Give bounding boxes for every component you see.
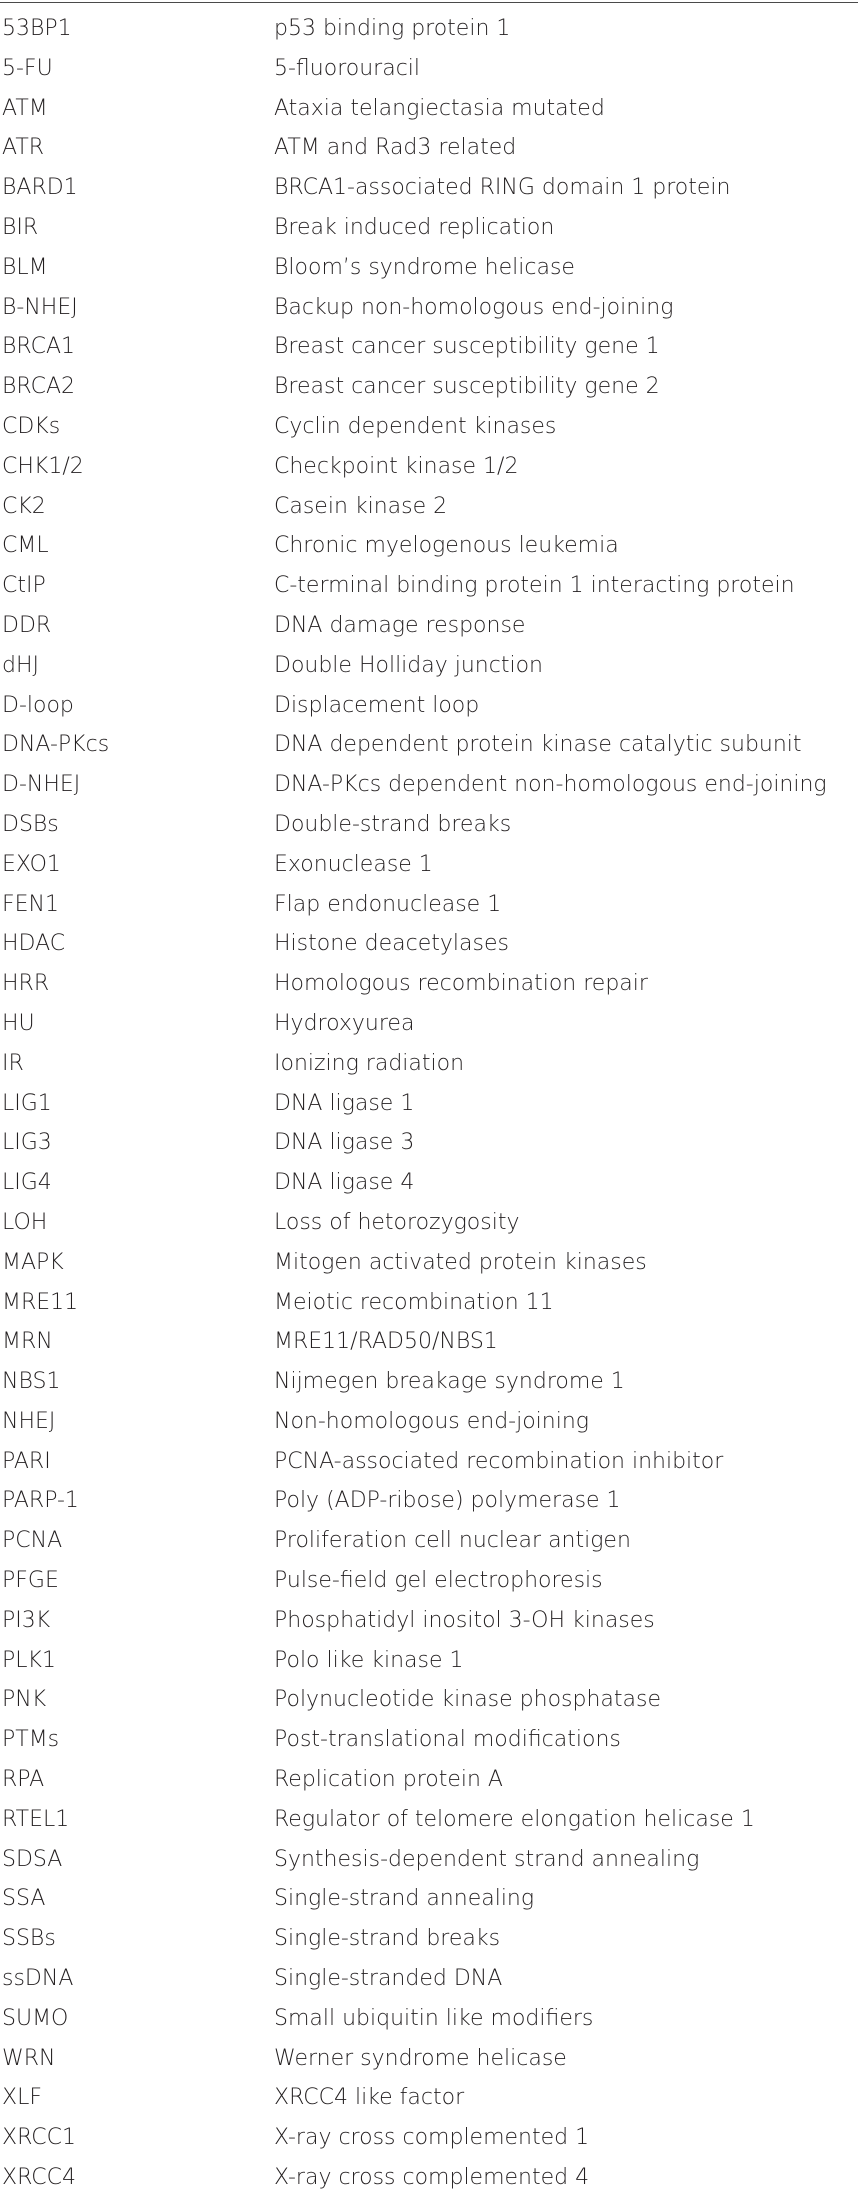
abbreviation-term: PTMs (2, 1727, 60, 1753)
abbreviation-definition: X-ray cross complemented 1 (274, 2125, 590, 2151)
abbreviation-term: PLK1 (2, 1647, 56, 1673)
abbreviation-term: RTEL1 (2, 1806, 70, 1832)
abbreviation-definition: DNA ligase 4 (274, 1170, 415, 1196)
abbreviation-definition: Cyclin dependent kinases (274, 413, 557, 439)
table-row (0, 2039, 858, 2079)
table-row (0, 367, 858, 407)
table-row (0, 1243, 858, 1283)
abbreviation-definition: ATM and Rad3 related (274, 135, 517, 161)
abbreviation-definition: Homologous recombination repair (274, 971, 648, 997)
abbreviation-term: MRE11 (2, 1289, 79, 1315)
abbreviation-term: HU (2, 1010, 35, 1036)
abbreviation-definition: Meiotic recombination 11 (274, 1289, 554, 1315)
table-row (0, 1362, 858, 1402)
abbreviation-term: D-NHEJ (2, 772, 81, 798)
abbreviation-term: XRCC4 (2, 2165, 76, 2191)
abbreviation-definition: Polynucleotide kinase phosphatase (274, 1687, 661, 1713)
abbreviation-term: SSA (2, 1886, 46, 1912)
table-row (0, 1840, 858, 1880)
abbreviation-definition: MRE11/RAD50/NBS1 (274, 1329, 498, 1355)
abbreviation-definition: Flap endonuclease 1 (274, 891, 502, 917)
abbreviation-term: D-loop (2, 692, 74, 718)
abbreviation-term: FEN1 (2, 891, 60, 917)
abbreviation-definition: p53 binding protein 1 (274, 16, 511, 41)
abbreviation-definition: XRCC4 like factor (274, 2085, 465, 2111)
abbreviation-definition: Polo like kinase 1 (274, 1647, 464, 1673)
abbreviation-definition: Double-strand breaks (274, 811, 512, 837)
abbreviation-term: RPA (2, 1767, 45, 1793)
table-row (0, 526, 858, 566)
table-row (0, 1322, 858, 1362)
table-row (0, 1044, 858, 1084)
table-row (0, 805, 858, 845)
abbreviation-definition: Double Holliday junction (274, 652, 543, 678)
abbreviation-definition: Bloom’s syndrome helicase (274, 254, 575, 280)
table-row (0, 845, 858, 885)
abbreviation-term: LOH (2, 1209, 48, 1235)
table-row (0, 1402, 858, 1442)
table-row (0, 2158, 858, 2198)
table-row (0, 1283, 858, 1323)
table-row (0, 128, 858, 168)
abbreviation-definition: Breast cancer susceptibility gene 1 (274, 334, 660, 360)
abbreviation-definition: Single-strand annealing (274, 1886, 535, 1912)
table-row (0, 2078, 858, 2118)
abbreviation-term: SUMO (2, 2005, 69, 2031)
abbreviation-definition: Post-translational modifications (274, 1727, 621, 1753)
table-row (0, 1879, 858, 1919)
abbreviation-term: ATR (2, 135, 45, 161)
table-row (0, 1641, 858, 1681)
abbreviation-definition: DNA ligase 3 (274, 1130, 415, 1156)
abbreviation-definition: Single-stranded DNA (274, 1966, 503, 1992)
abbreviation-definition: Proliferation cell nuclear antigen (274, 1528, 631, 1554)
table-row (0, 885, 858, 925)
table-row (0, 1561, 858, 1601)
abbreviation-term: 53BP1 (2, 16, 72, 41)
abbreviation-term: NBS1 (2, 1369, 61, 1395)
table-row (0, 1123, 858, 1163)
abbreviation-term: DDR (2, 612, 52, 638)
table-row (0, 646, 858, 686)
table-row (0, 1760, 858, 1800)
abbreviation-definition: Ionizing radiation (274, 1050, 465, 1076)
abbreviation-definition: Non-homologous end-joining (274, 1408, 589, 1434)
abbreviation-definition: Phosphatidyl inositol 3-OH kinases (274, 1607, 655, 1633)
abbreviation-definition: Casein kinase 2 (274, 493, 448, 519)
table-row (0, 9, 858, 49)
abbreviation-definition: Hydroxyurea (274, 1010, 415, 1036)
table-row (0, 2118, 858, 2158)
abbreviation-definition: Chronic myelogenous leukemia (274, 533, 619, 559)
abbreviation-term: XRCC1 (2, 2125, 76, 2151)
table-row (0, 327, 858, 367)
abbreviation-term: XLF (2, 2085, 42, 2111)
abbreviation-definition: Checkpoint kinase 1/2 (274, 453, 519, 479)
abbreviation-definition: Synthesis-dependent strand annealing (274, 1846, 700, 1872)
abbreviation-definition: Replication protein A (274, 1767, 503, 1793)
table-row (0, 168, 858, 208)
table-row (0, 1720, 858, 1760)
abbreviation-term: LIG1 (2, 1090, 52, 1116)
abbreviation-term: CK2 (2, 493, 46, 519)
abbreviation-term: SDSA (2, 1846, 63, 1872)
abbreviation-term: CML (2, 533, 49, 559)
table-row (0, 1004, 858, 1044)
abbreviation-term: SSBs (2, 1926, 56, 1952)
table-row (0, 487, 858, 527)
abbreviation-term: HDAC (2, 931, 66, 957)
abbreviation-definition: BRCA1-associated RING domain 1 protein (274, 175, 731, 201)
table-row (0, 407, 858, 447)
abbreviation-definition: Werner syndrome helicase (274, 2045, 567, 2071)
abbreviation-definition: Regulator of telomere elongation helicase 1 (274, 1806, 755, 1832)
abbreviation-definition: DNA dependent protein kinase catalytic subunit (274, 732, 802, 758)
table-row (0, 208, 858, 248)
table-row (0, 288, 858, 328)
abbreviation-term: NHEJ (2, 1408, 56, 1434)
abbreviation-term: PI3K (2, 1607, 51, 1633)
abbreviation-term: DNA-PKcs (2, 732, 110, 758)
table-row (0, 1203, 858, 1243)
abbreviation-term: CtIP (2, 573, 46, 599)
abbreviation-term: PNK (2, 1687, 47, 1713)
abbreviation-term: BRCA2 (2, 374, 76, 400)
abbreviation-term: dHJ (2, 652, 39, 678)
abbreviation-term: ssDNA (2, 1966, 74, 1992)
abbreviation-definition: Displacement loop (274, 692, 480, 718)
table-row (0, 924, 858, 964)
abbreviation-term: CHK1/2 (2, 453, 84, 479)
abbreviation-term: MAPK (2, 1249, 64, 1275)
abbreviation-definition: Backup non-homologous end-joining (274, 294, 674, 320)
table-row (0, 1163, 858, 1203)
table-row (0, 89, 858, 129)
table-row (0, 1680, 858, 1720)
abbreviation-definition: Breast cancer susceptibility gene 2 (274, 374, 660, 400)
abbreviation-term: HRR (2, 971, 50, 997)
abbreviation-definition: Break induced replication (274, 214, 555, 240)
abbreviation-term: PARP-1 (2, 1488, 79, 1514)
abbreviation-definition: PCNA-associated recombination inhibitor (274, 1448, 724, 1474)
abbreviation-term: EXO1 (2, 851, 61, 877)
table-row (0, 1919, 858, 1959)
abbreviations-table-body (0, 9, 858, 2198)
abbreviation-definition: Single-strand breaks (274, 1926, 501, 1952)
abbreviation-term: PFGE (2, 1568, 59, 1594)
table-row (0, 765, 858, 805)
table-row (0, 566, 858, 606)
abbreviation-definition: Small ubiquitin like modifiers (274, 2005, 594, 2031)
abbreviations-table (0, 9, 858, 2198)
abbreviation-term: B-NHEJ (2, 294, 78, 320)
abbreviation-term: BARD1 (2, 175, 78, 201)
abbreviation-definition: C-terminal binding protein 1 interacting protein (274, 573, 795, 599)
abbreviation-definition: Poly (ADP-ribose) polymerase 1 (274, 1488, 621, 1514)
table-row (0, 1601, 858, 1641)
abbreviation-definition: Histone deacetylases (274, 931, 509, 957)
abbreviation-term: ATM (2, 95, 48, 121)
abbreviation-term: LIG4 (2, 1170, 52, 1196)
table-row (0, 1084, 858, 1124)
table-row (0, 1442, 858, 1482)
table-row (0, 1800, 858, 1840)
abbreviation-definition: Exonuclease 1 (274, 851, 433, 877)
abbreviation-definition: DNA-PKcs dependent non-homologous end-joining (274, 772, 827, 798)
table-row (0, 1959, 858, 1999)
abbreviation-term: CDKs (2, 413, 61, 439)
abbreviation-definition: Ataxia telangiectasia mutated (274, 95, 605, 121)
abbreviation-term: DSBs (2, 811, 59, 837)
abbreviation-definition: 5-fluorouracil (274, 55, 421, 81)
abbreviation-term: LIG3 (2, 1130, 52, 1156)
abbreviation-term: 5-FU (2, 55, 53, 81)
abbreviation-term: IR (2, 1050, 24, 1076)
table-top-rule (0, 2, 858, 3)
abbreviation-definition: Nijmegen breakage syndrome 1 (274, 1369, 625, 1395)
table-row (0, 447, 858, 487)
table-row (0, 1521, 858, 1561)
abbreviation-definition: Mitogen activated protein kinases (274, 1249, 647, 1275)
abbreviation-definition: Loss of hetorozygosity (274, 1209, 520, 1235)
abbreviation-term: MRN (2, 1329, 53, 1355)
abbreviation-term: BRCA1 (2, 334, 76, 360)
abbreviation-definition: X-ray cross complemented 4 (274, 2165, 590, 2191)
table-row (0, 1999, 858, 2039)
table-row (0, 606, 858, 646)
abbreviation-term: BLM (2, 254, 48, 280)
table-row (0, 964, 858, 1004)
abbreviation-term: PCNA (2, 1528, 63, 1554)
abbreviation-term: PARI (2, 1448, 51, 1474)
table-row (0, 725, 858, 765)
table-row (0, 248, 858, 288)
abbreviation-term: WRN (2, 2045, 56, 2071)
abbreviation-definition: DNA ligase 1 (274, 1090, 415, 1116)
table-row (0, 49, 858, 89)
abbreviation-definition: Pulse-field gel electrophoresis (274, 1568, 603, 1594)
table-row (0, 1481, 858, 1521)
table-row (0, 686, 858, 726)
abbreviation-definition: DNA damage response (274, 612, 526, 638)
abbreviation-term: BIR (2, 214, 39, 240)
